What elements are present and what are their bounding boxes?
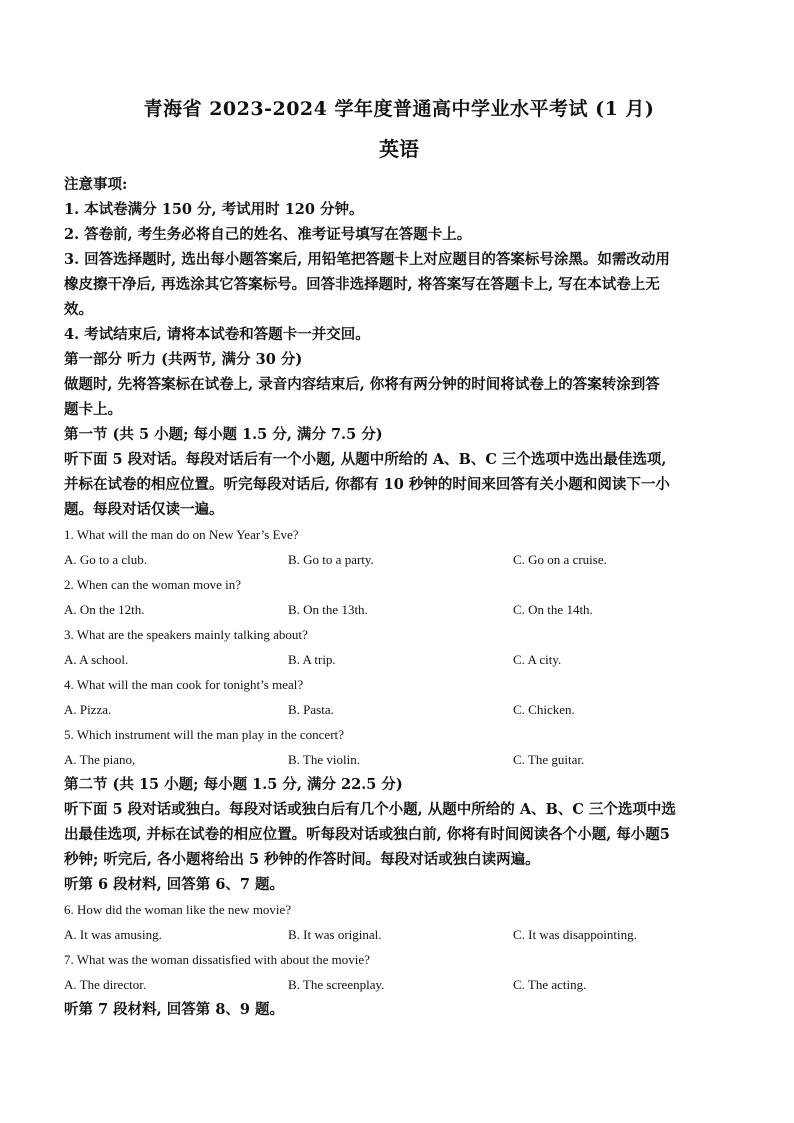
option-c: C. The acting.	[513, 977, 587, 992]
section1-intro: 并标在试卷的相应位置。听完每段对话后, 你都有 10 秒钟的时间来回答有关小题和阅读下一小	[64, 476, 670, 493]
option-a: A. Go to a club.	[64, 552, 148, 567]
question-text: 1. What will the man do on New Year’s Eve?	[64, 527, 299, 542]
question-text: 3. What are the speakers mainly talking about?	[64, 627, 308, 642]
question-options	[64, 922, 734, 947]
option-a: A. The director.	[64, 977, 147, 992]
option-a: A. The piano,	[64, 752, 136, 767]
section1-intro: 听下面 5 段对话。每段对话后有一个小题, 从题中所给的 A、B、C 三个选项中选出最佳选项,	[64, 451, 667, 468]
notice-item: 橡皮擦干净后, 再选涂其它答案标号。回答非选择题时, 将答案写在答题卡上, 写在本试卷上无	[64, 276, 660, 293]
question-options	[64, 747, 734, 772]
notice-item: 1. 本试卷满分 150 分, 考试用时 120 分钟。	[64, 201, 364, 218]
section1-intro: 题。每段对话仅读一遍。	[64, 501, 224, 518]
option-c: C. Chicken.	[513, 702, 575, 717]
section2-intro: 听下面 5 段对话或独白。每段对话或独白后有几个小题, 从题中所给的 A、B、C 三个选项中选	[64, 801, 676, 818]
option-c: C. The guitar.	[513, 752, 585, 767]
option-b: B. Pasta.	[288, 702, 334, 717]
option-a: A. It was amusing.	[64, 927, 162, 942]
question-options	[64, 547, 734, 572]
notice-heading: 注意事项:	[64, 176, 128, 193]
exam-page	[64, 94, 734, 1022]
option-c: C. A city.	[513, 652, 562, 667]
notice-item: 效。	[64, 301, 93, 318]
option-c: C. Go on a cruise.	[513, 552, 607, 567]
question-text: 2. When can the woman move in?	[64, 577, 242, 592]
material-heading: 听第 6 段材料, 回答第 6、7 题。	[64, 876, 285, 893]
option-b: B. The screenplay.	[288, 977, 385, 992]
option-a: A. On the 12th.	[64, 602, 145, 617]
question-options	[64, 597, 734, 622]
option-b: B. It was original.	[288, 927, 382, 942]
section2-intro: 秒钟; 听完后, 各小题将给出 5 秒钟的作答时间。每段对话或独白读两遍。	[64, 851, 540, 868]
part1-intro: 做题时, 先将答案标在试卷上, 录音内容结束后, 你将有两分钟的时间将试卷上的答案转涂到答	[64, 376, 660, 393]
subject-heading: 英语	[379, 137, 419, 161]
section1-heading: 第一节 (共 5 小题; 每小题 1.5 分, 满分 7.5 分)	[64, 426, 383, 443]
option-c: C. On the 14th.	[513, 602, 593, 617]
option-c: C. It was disappointing.	[513, 927, 637, 942]
question-text: 6. How did the woman like the new movie?	[64, 902, 292, 917]
option-b: B. Go to a party.	[288, 552, 374, 567]
question-text: 5. Which instrument will the man play in the concert?	[64, 727, 344, 742]
option-b: B. The violin.	[288, 752, 360, 767]
question-options	[64, 647, 734, 672]
option-b: B. On the 13th.	[288, 602, 368, 617]
section2-heading: 第二节 (共 15 小题; 每小题 1.5 分, 满分 22.5 分)	[64, 776, 403, 793]
notice-item: 2. 答卷前, 考生务必将自己的姓名、准考证号填写在答题卡上。	[64, 226, 472, 243]
option-a: A. A school.	[64, 652, 129, 667]
material-heading: 听第 7 段材料, 回答第 8、9 题。	[64, 1001, 285, 1018]
notice-item: 4. 考试结束后, 请将本试卷和答题卡一并交回。	[64, 326, 370, 343]
section2-intro: 出最佳选项, 并标在试卷的相应位置。听每段对话或独白前, 你将有时间阅读各个小题, 每小题5	[64, 826, 670, 843]
question-options	[64, 972, 734, 997]
part1-intro: 题卡上。	[64, 401, 122, 418]
option-b: B. A trip.	[288, 652, 336, 667]
question-text: 7. What was the woman dissatisfied with about the movie?	[64, 952, 370, 967]
option-a: A. Pizza.	[64, 702, 112, 717]
question-options	[64, 697, 734, 722]
exam-title: 青海省 2023-2024 学年度普通高中学业水平考试 (1 月)	[143, 98, 655, 120]
notice-item: 3. 回答选择题时, 选出每小题答案后, 用铅笔把答题卡上对应题目的答案标号涂黑。如需改动用	[64, 251, 670, 268]
part1-heading: 第一部分 听力 (共两节, 满分 30 分)	[64, 351, 303, 368]
question-text: 4. What will the man cook for tonight’s meal?	[64, 677, 304, 692]
